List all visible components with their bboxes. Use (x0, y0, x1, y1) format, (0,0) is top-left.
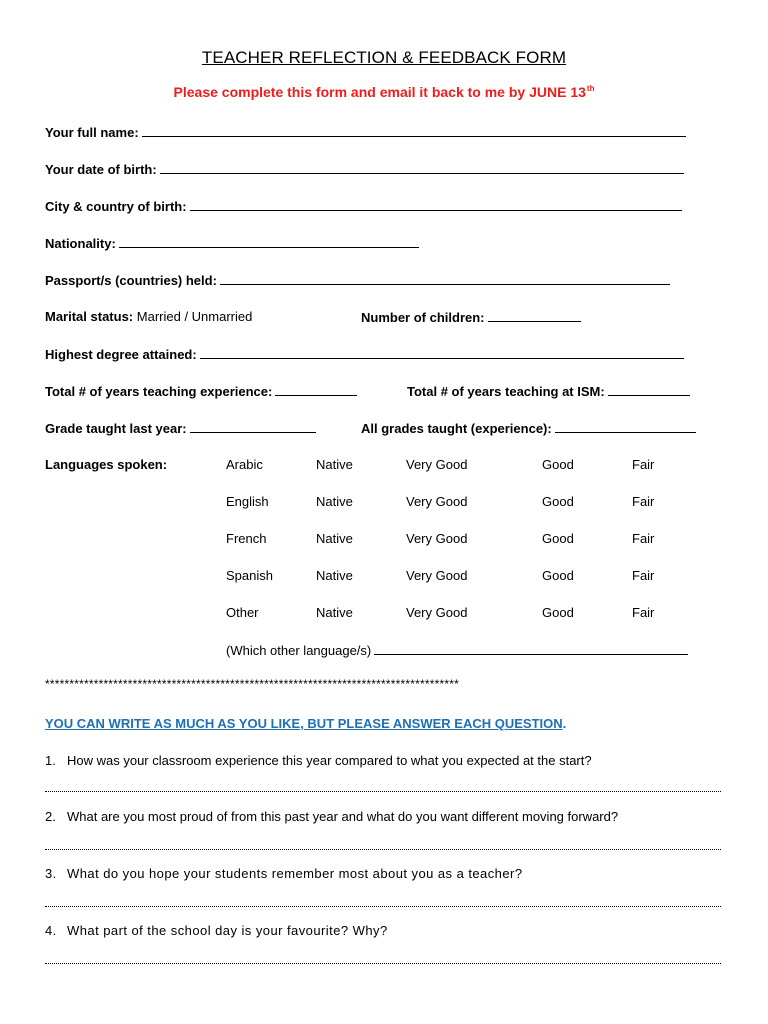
years-teaching-row (45, 383, 357, 399)
grade-last-year-row (45, 420, 316, 436)
full-name-row (45, 124, 686, 140)
all-grades-row (361, 420, 696, 436)
city-country-row (45, 198, 682, 214)
grade-last-year-label: Grade taught last year: (45, 421, 187, 436)
city-country-label: City & country of birth: (45, 199, 187, 214)
answer-line-3[interactable] (45, 906, 721, 907)
other-language-row (226, 642, 688, 658)
question-text: What are you most proud of from this past year and what do you want different moving forward? (67, 809, 619, 824)
question-number: 3. (45, 866, 57, 881)
answer-line-4[interactable] (45, 963, 721, 964)
form-title: TEACHER REFLECTION & FEEDBACK FORM (201, 48, 567, 67)
city-country-field[interactable] (190, 198, 682, 211)
language-name: Arabic (226, 457, 263, 472)
level-good[interactable]: Good (542, 568, 574, 583)
all-grades-label: All grades taught (experience): (361, 421, 552, 436)
other-language-field[interactable] (374, 642, 688, 655)
level-very-good[interactable]: Very Good (406, 531, 468, 546)
children-field[interactable] (488, 309, 581, 322)
level-native[interactable]: Native (316, 531, 353, 546)
level-very-good[interactable]: Very Good (406, 605, 468, 620)
children-label: Number of children: (361, 310, 485, 325)
question-number: 1. (45, 753, 56, 768)
level-good[interactable]: Good (542, 605, 574, 620)
question-text: What do you hope your students remember most about you as a teacher? (67, 866, 523, 881)
subtitle-superscript: th (586, 84, 595, 93)
section-separator: ************************************************************************************* (45, 677, 459, 691)
level-native[interactable]: Native (316, 605, 353, 620)
question-2 (45, 809, 618, 824)
level-fair[interactable]: Fair (632, 568, 655, 583)
nationality-label: Nationality: (45, 236, 116, 251)
level-native[interactable]: Native (316, 457, 353, 472)
language-name: Other (226, 605, 259, 620)
instructions-period: . (562, 716, 567, 731)
marital-status-label: Marital status: (45, 309, 134, 324)
question-text: What part of the school day is your favourite? Why? (67, 923, 388, 938)
question-number: 4. (45, 923, 57, 938)
degree-field[interactable] (200, 346, 684, 359)
children-row (361, 309, 581, 325)
question-text: How was your classroom experience this year compared to what you expected at the start? (67, 753, 592, 768)
years-ism-label: Total # of years teaching at ISM: (407, 384, 605, 399)
marital-status-options[interactable]: Married / Unmarried (136, 309, 253, 324)
years-ism-field[interactable] (608, 383, 690, 396)
subtitle-text: Please complete this form and email it back to me by JUNE 13 (173, 84, 586, 100)
years-teaching-label: Total # of years teaching experience: (45, 384, 273, 399)
nationality-row (45, 235, 419, 251)
years-teaching-field[interactable] (275, 383, 357, 396)
level-very-good[interactable]: Very Good (406, 457, 468, 472)
language-name: Spanish (226, 568, 273, 583)
languages-label: Languages spoken: (45, 457, 168, 472)
form-subtitle (0, 84, 768, 100)
full-name-field[interactable] (142, 124, 686, 137)
level-fair[interactable]: Fair (632, 531, 655, 546)
level-fair[interactable]: Fair (632, 457, 655, 472)
other-language-label: (Which other language/s) (226, 643, 372, 658)
years-ism-row (407, 383, 690, 399)
dob-row (45, 161, 684, 177)
question-1 (45, 753, 592, 768)
answer-line-1[interactable] (45, 791, 721, 792)
level-native[interactable]: Native (316, 568, 353, 583)
question-4 (45, 923, 388, 938)
instructions-notice (45, 716, 566, 731)
marital-status-row (45, 309, 252, 324)
dob-field[interactable] (160, 161, 684, 174)
question-number: 2. (45, 809, 56, 824)
level-very-good[interactable]: Very Good (406, 568, 468, 583)
level-good[interactable]: Good (542, 457, 574, 472)
passports-label: Passport/s (countries) held: (45, 273, 217, 288)
level-good[interactable]: Good (542, 494, 574, 509)
degree-label: Highest degree attained: (45, 347, 197, 362)
language-name: English (226, 494, 269, 509)
level-good[interactable]: Good (542, 531, 574, 546)
answer-line-2[interactable] (45, 849, 721, 850)
level-fair[interactable]: Fair (632, 605, 655, 620)
language-name: French (226, 531, 267, 546)
passports-row (45, 272, 670, 288)
level-fair[interactable]: Fair (632, 494, 655, 509)
level-native[interactable]: Native (316, 494, 353, 509)
nationality-field[interactable] (119, 235, 419, 248)
full-name-label: Your full name: (45, 125, 139, 140)
dob-label: Your date of birth: (45, 162, 157, 177)
passports-field[interactable] (220, 272, 670, 285)
question-3 (45, 866, 523, 881)
instructions-text: YOU CAN WRITE AS MUCH AS YOU LIKE, BUT PLEASE ANSWER EACH QUESTION (45, 716, 563, 731)
grade-last-year-field[interactable] (190, 420, 316, 433)
degree-row (45, 346, 684, 362)
all-grades-field[interactable] (555, 420, 696, 433)
level-very-good[interactable]: Very Good (406, 494, 468, 509)
